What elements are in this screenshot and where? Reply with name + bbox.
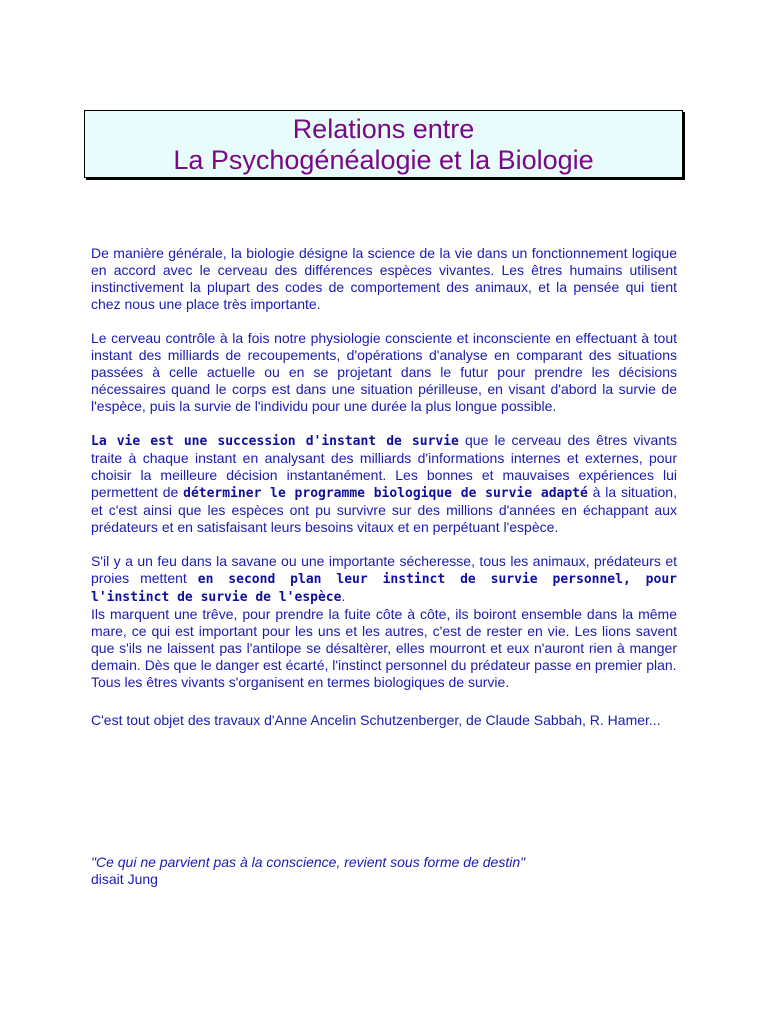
title-line-2: La Psychogénéalogie et la Biologie: [173, 145, 594, 175]
emphasis-second-plan: en second plan leur instinct de survie personnel, pour l'instinct de survie de l'espèce: [91, 572, 677, 605]
paragraph-4: [91, 553, 677, 691]
title-box: [84, 110, 683, 178]
paragraph-3-text-2: à la situation, et c'est ainsi que les espèces ont pu survivre sur des millions d'années en échappant aux prédateurs et en satisfaisant leurs besoins vitaux et en perpétuant l'espèce.: [91, 484, 677, 535]
paragraph-1: De manière générale, la biologie désigne la science de la vie dans un fonctionnement logique en accord avec le cerveau des différences espèces vivantes. Les êtres humains utilisent instinctivement la plupart des codes de comportement des animaux, et la pensée qui tient chez nous une place très importante.: [91, 245, 677, 312]
quote-block: [91, 854, 677, 888]
document-body: [91, 245, 677, 746]
paragraph-5: C'est tout objet des travaux d'Anne Ancelin Schutzenberger, de Claude Sabbah, R. Hamer...: [91, 712, 661, 728]
emphasis-programme-biologique: déterminer le programme biologique de survie adapté: [183, 486, 588, 501]
quote-attribution: disait Jung: [91, 871, 158, 887]
emphasis-vie-succession: La vie est une succession d'instant de survie: [91, 434, 459, 449]
paragraph-4-text-1: S'il y a un feu dans la savane ou une importante sécheresse, tous les animaux, prédateurs et proies mettent: [91, 553, 677, 586]
paragraph-4-line-2: Ils marquent une trêve, pour prendre la fuite côte à côte, ils boiront ensemble dans la même mare, ce qui est important pour les uns et les autres, c'est de rester en vie. Les lions savent que s'ils ne laissent pas l'antilope se désaltèrer, elles mourront et eux n'auront rien à manger demain. Dès que le danger est écarté, l'instinct personnel du prédateur passe en premier plan.: [91, 606, 677, 673]
paragraph-3-text-1: que le cerveau des êtres vivants traite à chaque instant en analysant des milliards d'informations internes et externes, pour choisir la meilleure décision instantanément. Les bonnes et mauvaises expériences lui permettent de: [91, 432, 678, 500]
paragraph-2: Le cerveau contrôle à la fois notre physiologie consciente et inconsciente en effectuant à tout instant des milliards de recoupements, d'opérations d'analyse en comparant des situations passées à celle actuelle ou en se projetant dans le futur pour prendre les décisions nécessaires quand le corps est dans une situation périlleuse, en visant d'abord la survie de l'espèce, puis la survie de l'individu pour une durée la plus longue possible.: [91, 330, 677, 414]
paragraph-3: [91, 432, 677, 536]
title-line-1: Relations entre: [292, 114, 475, 144]
paragraph-4-line-3: Tous les êtres vivants s'organisent en termes biologiques de survie.: [91, 674, 510, 690]
jung-quote: "Ce qui ne parvient pas à la conscience, revient sous forme de destin": [91, 854, 526, 870]
paragraph-4-text-2: .: [341, 588, 346, 604]
